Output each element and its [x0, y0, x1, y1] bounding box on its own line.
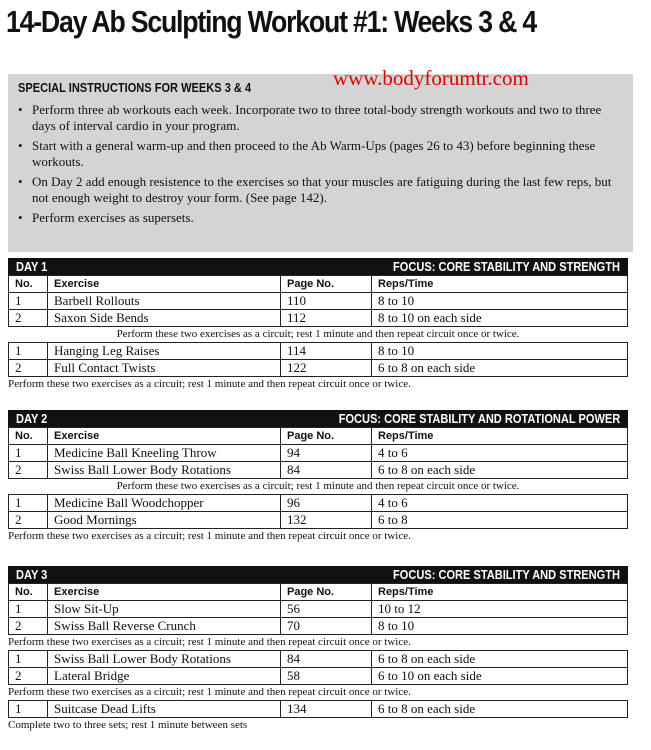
col-header: Exercise: [48, 584, 281, 601]
special-instructions-box: [8, 66, 633, 252]
bullet-icon: •: [18, 102, 23, 117]
col-header: Exercise: [48, 428, 281, 445]
cell-reps: 6 to 8: [372, 512, 628, 529]
day-header: [8, 566, 628, 583]
instruction-item: [16, 210, 621, 226]
watermark-url: www.bodyforumtr.com: [333, 66, 529, 90]
cell-page: 70: [281, 618, 372, 635]
cell-exercise: Swiss Ball Reverse Crunch: [48, 618, 281, 635]
cell-exercise: Saxon Side Bends: [48, 310, 281, 327]
instruction-text: Start with a general warm-up and then proceed to the Ab Warm-Ups (pages 26 to 43) before beginning these workouts.: [32, 138, 596, 169]
cell-page: 110: [281, 293, 372, 310]
table-row: [9, 512, 628, 529]
cell-no: 1: [9, 601, 48, 618]
cell-reps: 8 to 10: [372, 343, 628, 360]
cell-exercise: Barbell Rollouts: [48, 293, 281, 310]
cell-reps: 8 to 10: [372, 618, 628, 635]
day-1-section: [8, 258, 628, 392]
cell-no: 1: [9, 495, 48, 512]
circuit-note: Perform these two exercises as a circuit; rest 1 minute and then repeat circuit once or twice.: [8, 530, 411, 542]
cell-exercise: Slow Sit-Up: [48, 601, 281, 618]
cell-reps: 4 to 6: [372, 495, 628, 512]
instruction-text: On Day 2 add enough resistence to the exercises so that your muscles are fatiguing during the last few reps, but not enough weight to destroy your form. (See page 142).: [32, 174, 612, 205]
exercise-table: [8, 342, 628, 377]
cell-reps: 10 to 12: [372, 601, 628, 618]
day-focus: FOCUS: CORE STABILITY AND STRENGTH: [393, 259, 620, 274]
cell-no: 1: [9, 445, 48, 462]
cell-exercise: Swiss Ball Lower Body Rotations: [48, 651, 281, 668]
col-header: No.: [9, 276, 48, 293]
cell-page: 84: [281, 651, 372, 668]
table-row: [9, 651, 628, 668]
table-row: [9, 495, 628, 512]
instructions-list: [16, 102, 621, 230]
cell-no: 1: [9, 293, 48, 310]
table-row: [9, 668, 628, 685]
circuit-note: Perform these two exercises as a circuit; rest 1 minute and then repeat circuit once or twice.: [8, 636, 411, 648]
exercise-table: [8, 700, 628, 718]
circuit-note: Perform these two exercises as a circuit; rest 1 minute and then repeat circuit once or twice.: [116, 480, 520, 492]
cell-exercise: Swiss Ball Lower Body Rotations: [48, 462, 281, 479]
cell-page: 58: [281, 668, 372, 685]
col-header: Page No.: [281, 584, 372, 601]
cell-page: 134: [281, 701, 372, 718]
cell-page: 96: [281, 495, 372, 512]
instruction-item: [16, 102, 621, 134]
day-header: [8, 410, 628, 427]
cell-exercise: Lateral Bridge: [48, 668, 281, 685]
cell-exercise: Medicine Ball Woodchopper: [48, 495, 281, 512]
instruction-text: Perform exercises as supersets.: [32, 210, 194, 225]
cell-no: 2: [9, 310, 48, 327]
table-row: [9, 701, 628, 718]
cell-exercise: Suitcase Dead Lifts: [48, 701, 281, 718]
bullet-icon: •: [18, 174, 23, 189]
page-title: 14-Day Ab Sculpting Workout #1: Weeks 3 & 4: [6, 4, 536, 39]
col-header: No.: [9, 584, 48, 601]
instruction-text: Perform three ab workouts each week. Incorporate two to three total-body strength workouts and two to three days of interval cardio in your program.: [32, 102, 602, 133]
table-row: [9, 445, 628, 462]
table-row: [9, 343, 628, 360]
cell-exercise: Hanging Leg Raises: [48, 343, 281, 360]
table-row: [9, 462, 628, 479]
exercise-table: [8, 494, 628, 529]
cell-page: 94: [281, 445, 372, 462]
day-label: DAY 3: [16, 567, 48, 582]
day-2-section: [8, 410, 628, 544]
cell-page: 114: [281, 343, 372, 360]
day-header: [8, 258, 628, 275]
cell-no: 2: [9, 668, 48, 685]
exercise-table: [8, 427, 628, 479]
table-header-row: [9, 428, 628, 445]
cell-page: 56: [281, 601, 372, 618]
cell-reps: 8 to 10 on each side: [372, 310, 628, 327]
col-header: No.: [9, 428, 48, 445]
cell-page: 112: [281, 310, 372, 327]
cell-no: 2: [9, 512, 48, 529]
table-row: [9, 618, 628, 635]
day-focus: FOCUS: CORE STABILITY AND ROTATIONAL POWER: [338, 411, 620, 426]
col-header: Page No.: [281, 276, 372, 293]
cell-no: 2: [9, 618, 48, 635]
col-header: Reps/Time: [372, 276, 628, 293]
exercise-table: [8, 275, 628, 327]
cell-exercise: Full Contact Twists: [48, 360, 281, 377]
cell-page: 122: [281, 360, 372, 377]
cell-reps: 4 to 6: [372, 445, 628, 462]
bullet-icon: •: [18, 138, 23, 153]
table-header-row: [9, 276, 628, 293]
instruction-item: [16, 138, 621, 170]
cell-no: 1: [9, 651, 48, 668]
cell-no: 2: [9, 462, 48, 479]
col-header: Page No.: [281, 428, 372, 445]
cell-no: 1: [9, 343, 48, 360]
cell-exercise: Medicine Ball Kneeling Throw: [48, 445, 281, 462]
sets-note: Complete two to three sets; rest 1 minute between sets: [8, 719, 248, 731]
cell-reps: 6 to 8 on each side: [372, 462, 628, 479]
day-label: DAY 2: [16, 411, 48, 426]
cell-no: 2: [9, 360, 48, 377]
cell-reps: 6 to 10 on each side: [372, 668, 628, 685]
col-header: Reps/Time: [372, 584, 628, 601]
circuit-note: Perform these two exercises as a circuit; rest 1 minute and then repeat circuit once or twice.: [8, 378, 411, 390]
exercise-table: [8, 583, 628, 635]
col-header: Reps/Time: [372, 428, 628, 445]
day-focus: FOCUS: CORE STABILITY AND STRENGTH: [393, 567, 620, 582]
day-3-section: [8, 566, 628, 733]
col-header: Exercise: [48, 276, 281, 293]
table-row: [9, 601, 628, 618]
cell-reps: 6 to 8 on each side: [372, 360, 628, 377]
circuit-note: Perform these two exercises as a circuit; rest 1 minute and then repeat circuit once or twice.: [116, 328, 520, 340]
bullet-icon: •: [18, 210, 23, 225]
cell-exercise: Good Mornings: [48, 512, 281, 529]
table-row: [9, 360, 628, 377]
cell-reps: 8 to 10: [372, 293, 628, 310]
table-row: [9, 310, 628, 327]
cell-page: 84: [281, 462, 372, 479]
cell-no: 1: [9, 701, 48, 718]
table-header-row: [9, 584, 628, 601]
table-row: [9, 293, 628, 310]
cell-page: 132: [281, 512, 372, 529]
cell-reps: 6 to 8 on each side: [372, 651, 628, 668]
instruction-item: [16, 174, 621, 206]
circuit-note: Perform these two exercises as a circuit; rest 1 minute and then repeat circuit once or twice.: [8, 686, 411, 698]
instructions-heading: SPECIAL INSTRUCTIONS FOR WEEKS 3 & 4: [18, 80, 252, 95]
day-label: DAY 1: [16, 259, 48, 274]
exercise-table: [8, 650, 628, 685]
cell-reps: 6 to 8 on each side: [372, 701, 628, 718]
